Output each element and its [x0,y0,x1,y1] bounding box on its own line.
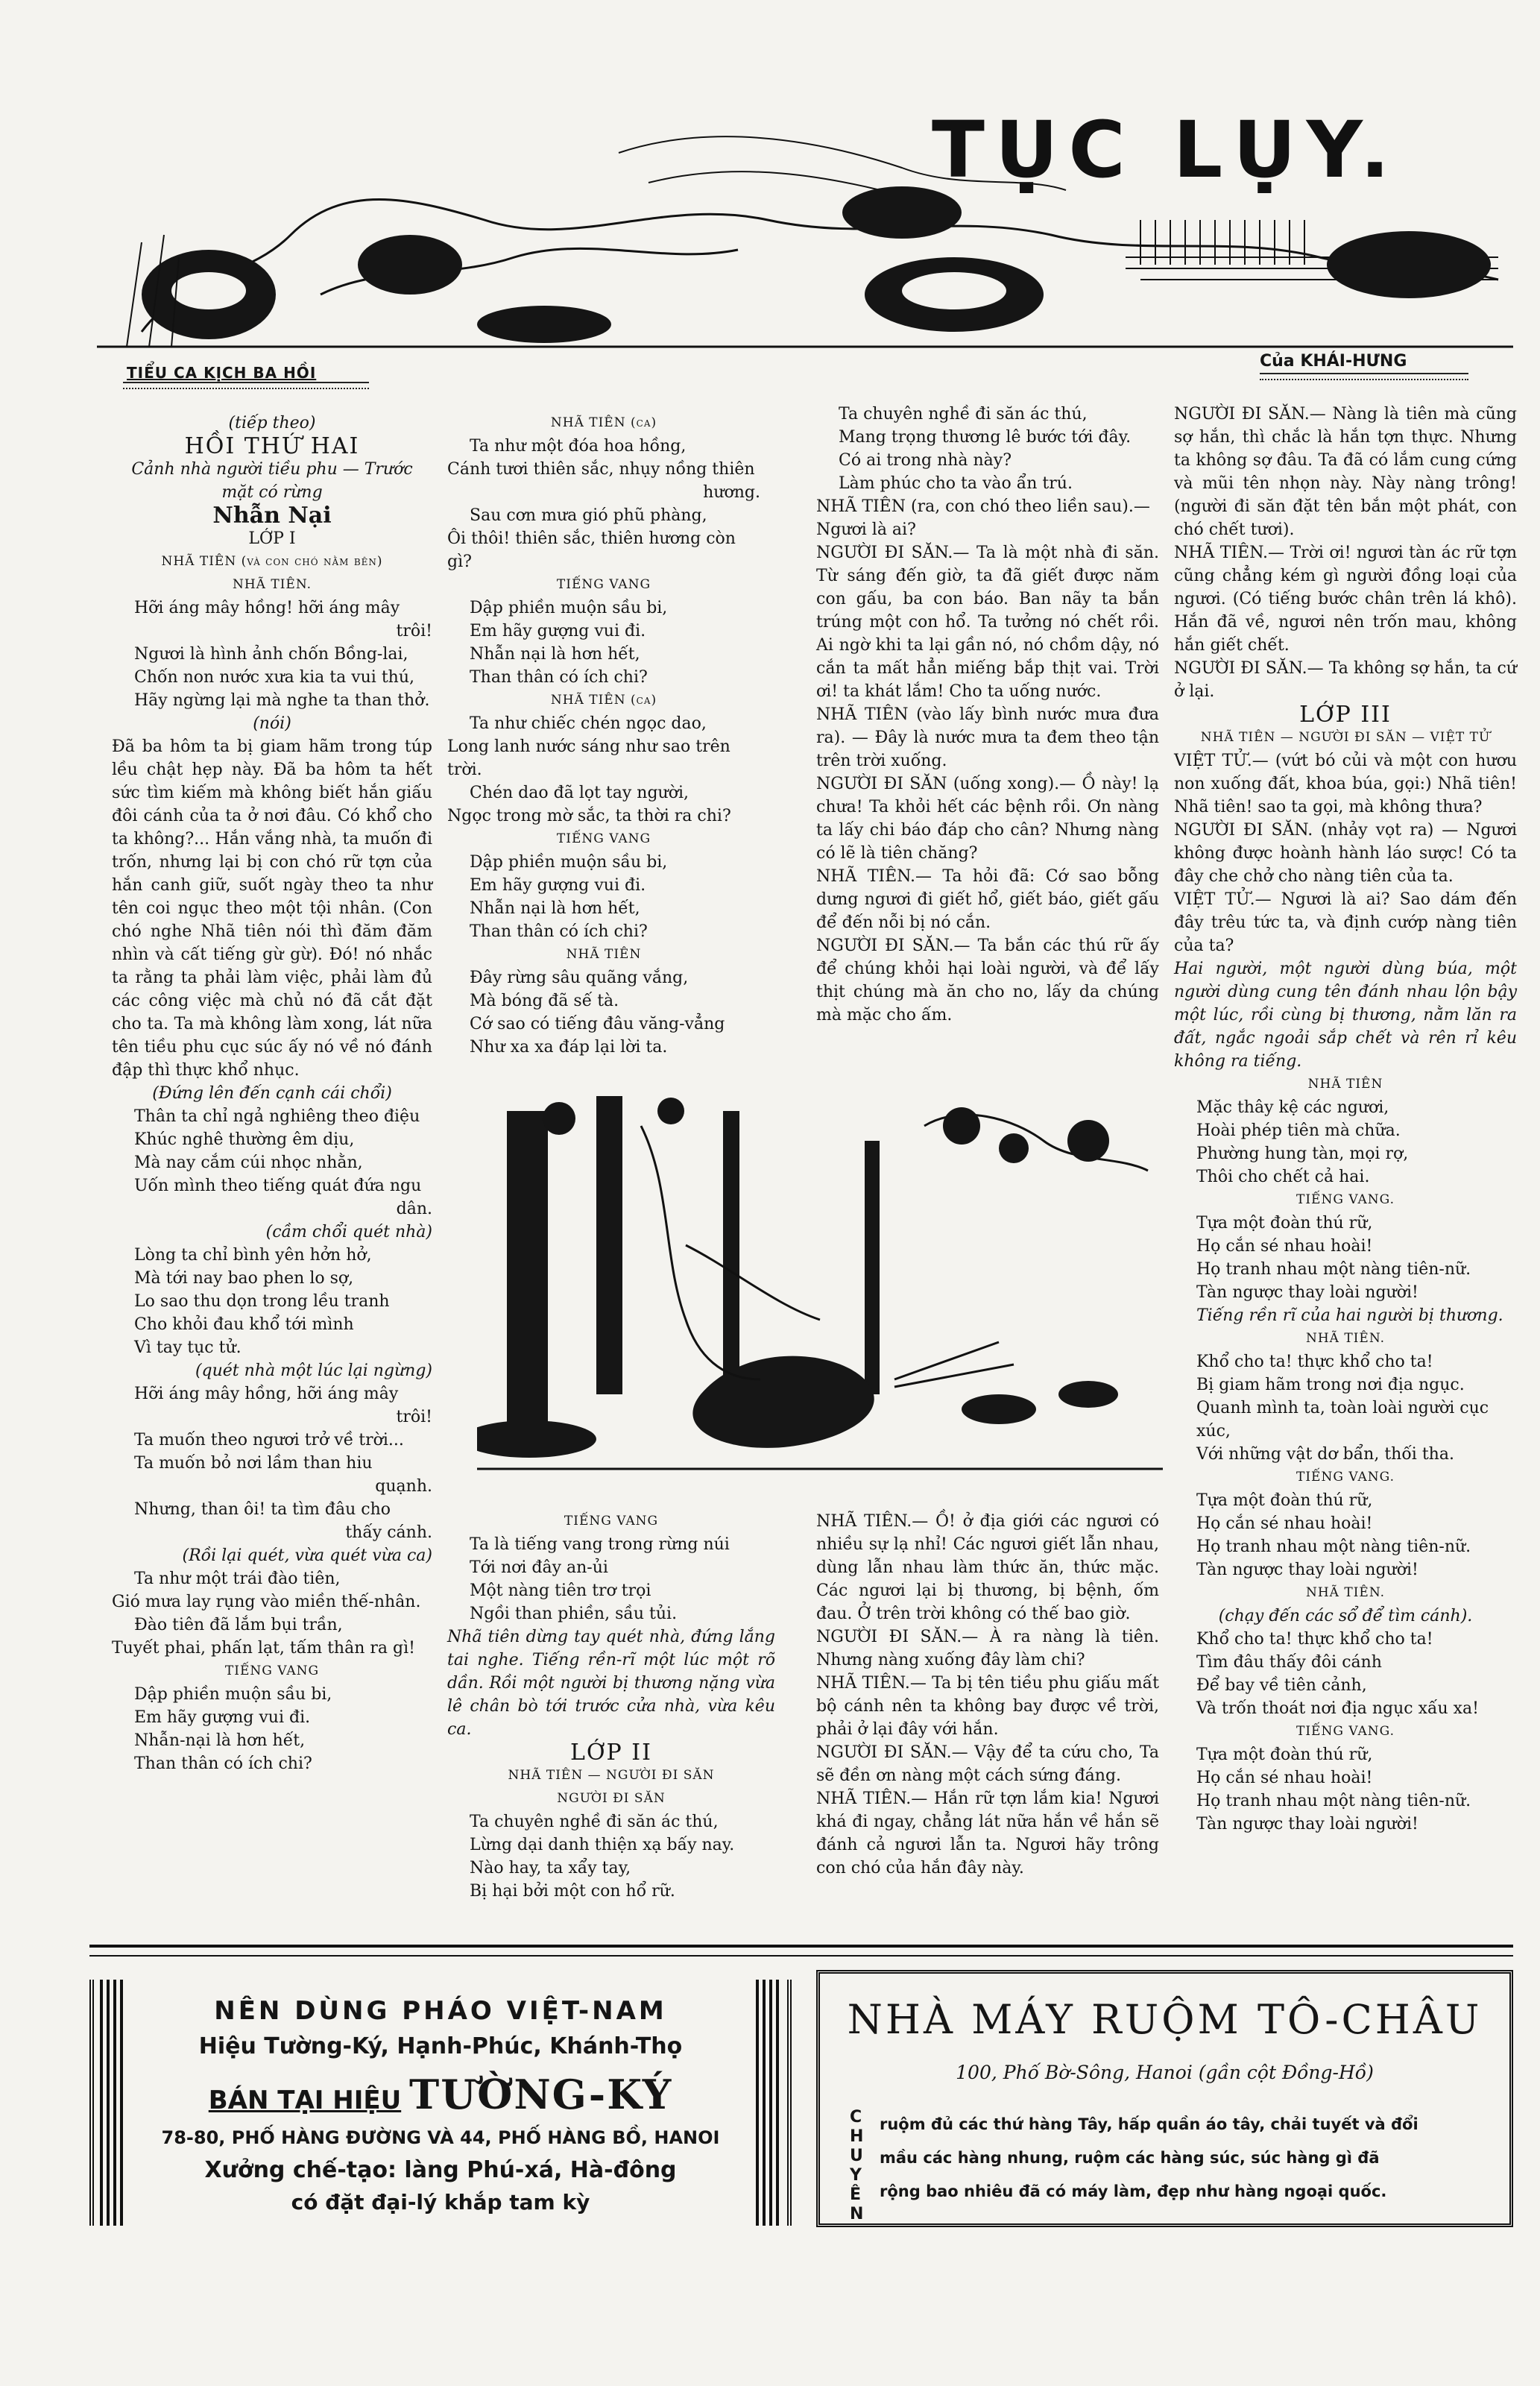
text-line: Em hãy gượng vui đi. [470,622,646,640]
text-line: NGƯỜI ĐI SĂN.— Ta bắn các thú rữ ấy để chúng khỏi hại loài người, và để lấy thịt chúng mà ăn cho no, lấy da chúng mà mặc cho ấm. [816,937,1159,1024]
text-line: Sau cơn mưa gió phũ phàng, [470,506,707,525]
text-line: Tuyết phai, phấn lạt, tấm thân ra gì! [112,1639,415,1658]
text-line: Than thân có ích chi? [470,922,648,941]
article-title: TỤC LỤY. [932,104,1401,195]
text-line: Nhưng, than ôi! ta tìm đâu cho [134,1500,391,1519]
text-line: TIẾNG VANG [564,1514,659,1529]
text-line: Hãy ngừng lại mà nghe ta than thở. [134,691,430,710]
ad1-brands: Hiệu Tường-Ký, Hạnh-Phúc, Khánh-Thọ [198,2033,683,2059]
text-line: Nhẫn nại là hơn hết, [470,645,640,664]
ad2-body-line-2: mầu các hàng nhung, ruộm các hàng súc, súc hàng gì đã [880,2149,1380,2167]
text-line: TIẾNG VANG. [1296,1724,1395,1739]
text-line: Ta như một trái đào tiên, [134,1570,341,1588]
text-column-3-lower [816,1510,1159,1880]
text-line: Mà tới nay bao phen lo sợ, [134,1269,354,1288]
text-line: Long lanh nước sáng như sao trên trời. [447,737,730,779]
text-line: Mang trọng thương lê bước tới đây. [839,428,1132,447]
text-line: Nhẫn Nại [212,503,332,529]
text-line: Ôi thôi! thiên sắc, thiên hương còn gì? [447,529,736,571]
text-line: VIỆT TỬ.— (vứt bó củi và một con hươu non xuống đất, khoa búa, gọi:) Nhã tiên! Nhã tiên! sao ta gọi, mà không thưa? [1174,752,1517,816]
text-line: (Đứng lên đến cạnh cái chổi) [152,1084,392,1103]
text-line: Tựa một đoàn thú rữ, [1196,1214,1373,1233]
text-line: Nào hay, ta xẩy tay, [470,1859,631,1877]
text-line: (quét nhà một lúc lại ngừng) [195,1362,432,1380]
text-line: Phường hung tàn, mọi rợ, [1196,1145,1409,1163]
text-line: TIẾNG VANG [556,831,651,846]
text-line: Thân ta chỉ ngả nghiêng theo điệu [134,1107,420,1126]
text-line: NGƯỜI ĐI SĂN.— À ra nàng là tiên. Nhưng nàng xuống đây làm chi? [816,1628,1159,1669]
text-line: Ta muốn bỏ nơi lầm than hiu [134,1454,373,1473]
text-line: Ta là tiếng vang trong rừng núi [470,1535,730,1554]
text-line: NHÃ TIÊN.— Hắn rữ tợn lắm kia! Ngươi khá đi ngay, chẳng lát nữa hắn về hắn sẽ đánh cả ngươi lẫn ta. Ngươi hãy trông con chó của hắn đây này. [816,1790,1159,1877]
text-line: NGƯỜI ĐI SĂN.— Vậy để ta cứu cho, Ta sẽ đền ơn nàng một cách sứng đáng. [816,1743,1159,1785]
text-line: NHÃ TIÊN (ca) [550,415,657,430]
text-line: (Rồi lại quét, vừa quét vừa ca) [182,1546,432,1565]
text-line: Nhã tiên dừng tay quét nhà, đứng lắng tai nghe. Tiếng rền-rĩ một lúc một rõ dần. Rồi một người bị thương nặng vừa lê chân bò tới trước cửa nhà, vừa kêu ca. [447,1628,775,1739]
text-line: Ta như một đóa hoa hồng, [470,437,687,456]
text-line: Như xa xa đáp lại lời ta. [470,1038,668,1057]
text-line: Cho khỏi đau khổ tới mình [134,1315,354,1334]
text-line: Họ cắn sé nhau hoài! [1196,1237,1373,1256]
text-line: NHÃ TIÊN.— Ta hỏi đã: Cớ sao bỗng dưng ngươi đi giết hổ, giết báo, giết gấu để đến nỗi bị nó cắn. [816,867,1159,932]
ad2-body-line-3: rộng bao nhiêu đã có máy làm, đẹp như hàng ngoại quốc. [880,2182,1387,2200]
text-line: Họ tranh nhau một nàng tiên-nữ. [1196,1537,1471,1556]
text-line: NHÃ TIÊN (ca) [550,693,657,708]
text-line: quạnh. [375,1477,432,1496]
text-line: Nhẫn-nại là hơn hết, [134,1731,306,1750]
text-line: Hỡi áng mây hồng, hỡi áng mây [134,1385,399,1403]
text-line: LỚP II [570,1740,652,1766]
text-line: HỒI THỨ HAI [184,433,360,459]
text-line: TIẾNG VANG [224,1663,320,1678]
text-line: Lừng dại danh thiện xạ bấy nay. [470,1836,735,1854]
text-line: NHÃ TIÊN (và con chó nằm bên) [161,554,383,569]
text-line: Bị hại bởi một con hổ rữ. [470,1882,675,1901]
text-line: Dập phiền muộn sầu bi, [470,853,668,872]
ad1-headline: NÊN DÙNG PHÁO VIỆT-NAM [214,1996,667,2026]
text-line: Hỡi áng mây hồng! hỡi áng mây [134,599,400,617]
text-line: Hai người, một người dùng búa, một người dùng cung tên đánh nhau lộn bậy một lúc, rồi cùng bị thương, nằm lăn ra đất, ngắc ngoải sắp chết và rên rỉ kêu không ra tiếng. [1174,960,1517,1071]
text-line: Tựa một đoàn thú rữ, [1196,1491,1373,1510]
text-line: NHÃ TIÊN.— Ta bị tên tiều phu giấu mất bộ cánh nên ta không bay được về trời, phải ở lại đây với hắn. [816,1674,1159,1739]
text-line: NHÃ TIÊN (vào lấy bình nước mưa đưa ra). — Đây là nước mưa ta đem theo tận trên trời xuống. [816,705,1159,770]
text-line: Thôi cho chết cả hai. [1196,1168,1370,1186]
series-underline [123,382,369,389]
text-line: TIẾNG VANG. [1296,1470,1395,1485]
ad1-factory: Xưởng chế-tạo: làng Phú-xá, Hà-đông [204,2157,677,2183]
text-line: (cầm chổi quét nhà) [265,1223,432,1241]
text-line: NHÃ TIÊN. [1305,1585,1386,1600]
text-line: NHÃ TIÊN — NGƯỜI ĐI SĂN — VIỆT TỬ [1200,730,1491,745]
text-line: Quanh mình ta, toàn loài người cục xúc, [1196,1399,1489,1441]
text-line: NHÃ TIÊN [1307,1077,1383,1092]
ad2-body-line-1: ruộm đủ các thứ hàng Tây, hấp quần áo tây, chải tuyết và đổi [880,2115,1418,2133]
ad2-title: NHÀ MÁY RUỘM TÔ-CHÂU [847,1996,1483,2043]
text-line: NGƯỜI ĐI SĂN. (nhảy vọt ra) — Ngươi không được hoành hành láo sược! Có ta đây che chở cho nàng tiên của ta. [1174,821,1517,886]
text-line: Khổ cho ta! thực khổ cho ta! [1196,1353,1433,1371]
text-line: Với những vật dơ bẩn, thối tha. [1196,1445,1454,1464]
text-line: NGƯỜI ĐI SĂN (uống xong).— Ồ này! lạ chưa! Ta khỏi hết các bệnh rồi. Ơn nàng ta lấy chi báo đáp cho cân? Nhưng nàng có lẽ là tiên chăng? [816,775,1159,863]
text-line: Uốn mình theo tiếng quát đứa ngu [134,1177,422,1195]
text-line: Nhẫn nại là hơn hết, [470,899,640,918]
ad1-sold-at: BÁN TẠI HIỆU [208,2086,402,2115]
text-line: Khúc nghê thường êm dịu, [134,1130,355,1149]
text-line: trôi! [396,622,432,640]
text-line: Than thân có ích chi? [134,1754,312,1773]
text-line: Than thân có ích chi? [470,668,648,687]
text-line: NHÃ TIÊN. [1305,1331,1386,1346]
text-line: Đào tiên đã lắm bụi trần, [134,1616,343,1634]
text-line: Bị giam hãm trong nơi địa ngục. [1196,1376,1465,1394]
text-line: NHÃ TIÊN (ra, con chó theo liền sau).— Ngươi là ai? [816,497,1150,539]
text-line: hương. [703,483,760,502]
text-line: NHÃ TIÊN [566,947,642,962]
text-line: Họ tranh nhau một nàng tiên-nữ. [1196,1792,1471,1810]
text-line: LỚP III [1299,702,1392,728]
text-line: (chạy đến các sổ để tìm cánh). [1218,1607,1473,1625]
text-line: Tiếng rền rĩ của hai người bị thương. [1196,1306,1503,1325]
text-line: NGƯỜI ĐI SĂN.— Ta không sợ hắn, ta cứ ở lại. [1174,659,1517,701]
forest-illustration [477,1096,1163,1484]
text-line: NGƯỜI ĐI SĂN [557,1791,666,1806]
text-line: Để bay về tiên cảnh, [1196,1676,1367,1695]
text-line: Em hãy gượng vui đi. [470,876,646,895]
text-line: Ngọc trong mờ sắc, ta thời ra chi? [447,807,731,825]
ad1-address: 78-80, PHỐ HÀNG ĐƯỜNG VÀ 44, PHỐ HÀNG BỒ, HANOI [161,2127,720,2148]
text-line: Lo sao thu dọn trong lều tranh [134,1292,390,1311]
text-line: Mà bóng đã sế tà. [470,992,619,1010]
text-line: Vì tay tục tử. [134,1338,242,1357]
text-line: Họ cắn sé nhau hoài! [1196,1769,1373,1787]
byline-underline [1260,373,1468,380]
ad1-agents: có đặt đại-lý khắp tam kỳ [291,2190,590,2215]
text-line: Tàn ngược thay loài người! [1196,1561,1418,1579]
text-column-1 [112,412,432,1775]
text-line: Họ cắn sé nhau hoài! [1196,1514,1373,1533]
text-line: Làm phúc cho ta vào ẩn trú. [839,474,1073,493]
text-line: Ngươi là hình ảnh chốn Bồng-lai, [134,645,408,664]
text-line: dân. [396,1200,432,1218]
text-line: Đã ba hôm ta bị giam hãm trong túp lều chật hẹp này. Đã ba hôm ta hết sức tìm kiếm mà không biết hắn giấu đôi cánh của ta ở nơi đâu. Có khổ cho ta không?... Hắn vắng nhà, ta muốn đi trốn, nhưng lại bị con chó rữ tợn của hắn canh giữ, suốt ngày theo ta như tên coi ngục theo một tội nhân. (Con chó nghe Nhã tiên nói thì đăm đăm nhìn và cất tiếng gừ gừ). Đó! nó nhắc ta rằng ta phải làm việc, phải làm đủ các công việc mà chủ nó đã cắt đặt cho ta. Ta mà không làm xong, lát nữa tên tiều phu cục súc ấy nó về nó đánh đập thì thực khổ nhục. [112,737,432,1080]
text-line: NGƯỜI ĐI SĂN.— Nàng là tiên mà cũng sợ hắn, thì chắc là hắn tợn thực. Nhưng ta không sợ đâu. Ta đã có lắm cung cứng và mũi tên nhọn này. Này nàng trông! (người đi săn đặt tên bắn một phát, con chó chết tươi). [1174,405,1517,539]
text-line: thấy cánh. [345,1523,432,1542]
text-line: Gió mưa lay rụng vào miền thế-nhân. [112,1593,421,1611]
text-line: NHÃ TIÊN.— Trời ơi! ngươi tàn ác rữ tợn cũng chẳng kém gì người đồng loại của ngươi. (Có tiếng bước chân trên lá khô). Hắn đã về, ngươi nên trốn mau, không hắn giết chết. [1174,544,1517,655]
text-line: NHÃ TIÊN. [232,577,312,592]
text-line: TIẾNG VANG [556,577,651,592]
text-line: Dập phiền muộn sầu bi, [470,599,668,617]
text-line: Ta như chiếc chén ngọc dao, [470,714,707,733]
text-line: Có ai trong nhà này? [839,451,1012,470]
text-column-4 [1174,403,1517,1836]
text-line: Tàn ngược thay loài người! [1196,1283,1418,1302]
text-line: Tựa một đoàn thú rữ, [1196,1746,1373,1764]
text-line: mặt có rừng [221,483,323,502]
text-line: Hoài phép tiên mà chữa. [1196,1121,1401,1140]
text-line: Tìm đâu thấy đôi cánh [1196,1653,1382,1672]
text-line: Cánh tươi thiên sắc, nhụy nồng thiên [447,460,755,479]
advertisement-phao [89,1980,792,2226]
ad1-shop-line [94,2071,787,2118]
text-column-2 [447,412,760,1059]
text-line: Em hãy gượng vui đi. [134,1708,311,1727]
text-line: Đây rừng sâu quãng vắng, [470,969,689,987]
text-line: LỚP I [248,529,296,548]
text-line: Cảnh nhà người tiều phu — Trước [131,460,413,479]
byline: Của KHÁI-HƯNG [1260,352,1407,371]
text-line: Ngồi than phiền, sầu tủi. [470,1605,678,1623]
text-line: VIỆT TỬ.— Ngươi là ai? Sao dám đến đây trêu tức ta, và định cướp nàng tiên của ta? [1174,890,1517,955]
text-line: Chén dao đã lọt tay người, [470,784,689,802]
text-line: Ta chuyên nghề đi săn ác thú, [470,1813,719,1831]
text-line: Ta chuyên nghề đi săn ác thú, [839,405,1088,424]
text-line: Một nàng tiên trơ trọi [470,1581,651,1600]
text-column-2-lower [447,1510,775,1903]
text-column-3 [816,403,1159,1027]
advertisement-dye-factory [816,1970,1513,2227]
text-line: NHÃ TIÊN — NGƯỜI ĐI SĂN [508,1768,715,1783]
text-line: Họ tranh nhau một nàng tiên-nữ. [1196,1260,1471,1279]
ad2-address: 100, Phố Bờ-Sông, Hanoi (gần cột Đồng-Hồ) [956,2062,1374,2083]
text-line: Mà nay cắm cúi nhọc nhằn, [134,1153,363,1172]
text-line: Tới nơi đây an-ủi [470,1558,608,1577]
series-label: TIỂU CA KỊCH BA HỒI [127,364,317,382]
text-line: Tàn ngược thay loài người! [1196,1815,1418,1833]
ad1-shop-name: TƯỜNG-KÝ [409,2071,673,2118]
text-line: Mặc thây kệ các ngươi, [1196,1098,1389,1117]
ads-divider [89,1945,1513,1957]
ad2-vertical-label: CHUYÊN [850,2108,864,2223]
text-line: TIẾNG VANG. [1296,1192,1395,1207]
text-line: Khổ cho ta! thực khổ cho ta! [1196,1630,1433,1649]
text-line: Lòng ta chỉ bình yên hởn hở, [134,1246,372,1265]
text-line: trôi! [396,1408,432,1426]
text-line: NGƯỜI ĐI SĂN.— Ta là một nhà đi săn. Từ sáng đến giờ, ta đã giết được năm con gấu, ba con báo. Ban nãy ta bắn trúng một con hổ. Ta tưởng nó chết rồi. Ai ngờ khi ta lại gần nó, nó chồm dậy, nó cắn ta mất hẳn miếng bắp thịt vai. Trời ơi! ta khát lắm! Cho ta uống nước. [816,544,1159,701]
text-line: NHÃ TIÊN.— Ồ! ở địa giới các ngươi có nhiều sự lạ nhỉ! Các ngươi giết lẫn nhau, dùng lẫn nhau làm thức ăn, thức mặc. Các ngươi lại bị thương, bị bệnh, ốm đau. Ở trên trời không có thế bao giờ. [816,1512,1159,1623]
text-line: Chốn non nước xưa kia ta vui thú, [134,668,415,687]
text-line: (tiếp theo) [228,414,316,432]
text-line: Cớ sao có tiếng đâu văng-vẳng [470,1015,725,1033]
text-line: Ta muốn theo ngươi trở về trời... [134,1431,404,1449]
text-line: Và trốn thoát nơi địa ngục xấu xa! [1196,1699,1479,1718]
text-line: Dập phiền muộn sầu bi, [134,1685,332,1704]
text-line: (nói) [253,714,291,733]
